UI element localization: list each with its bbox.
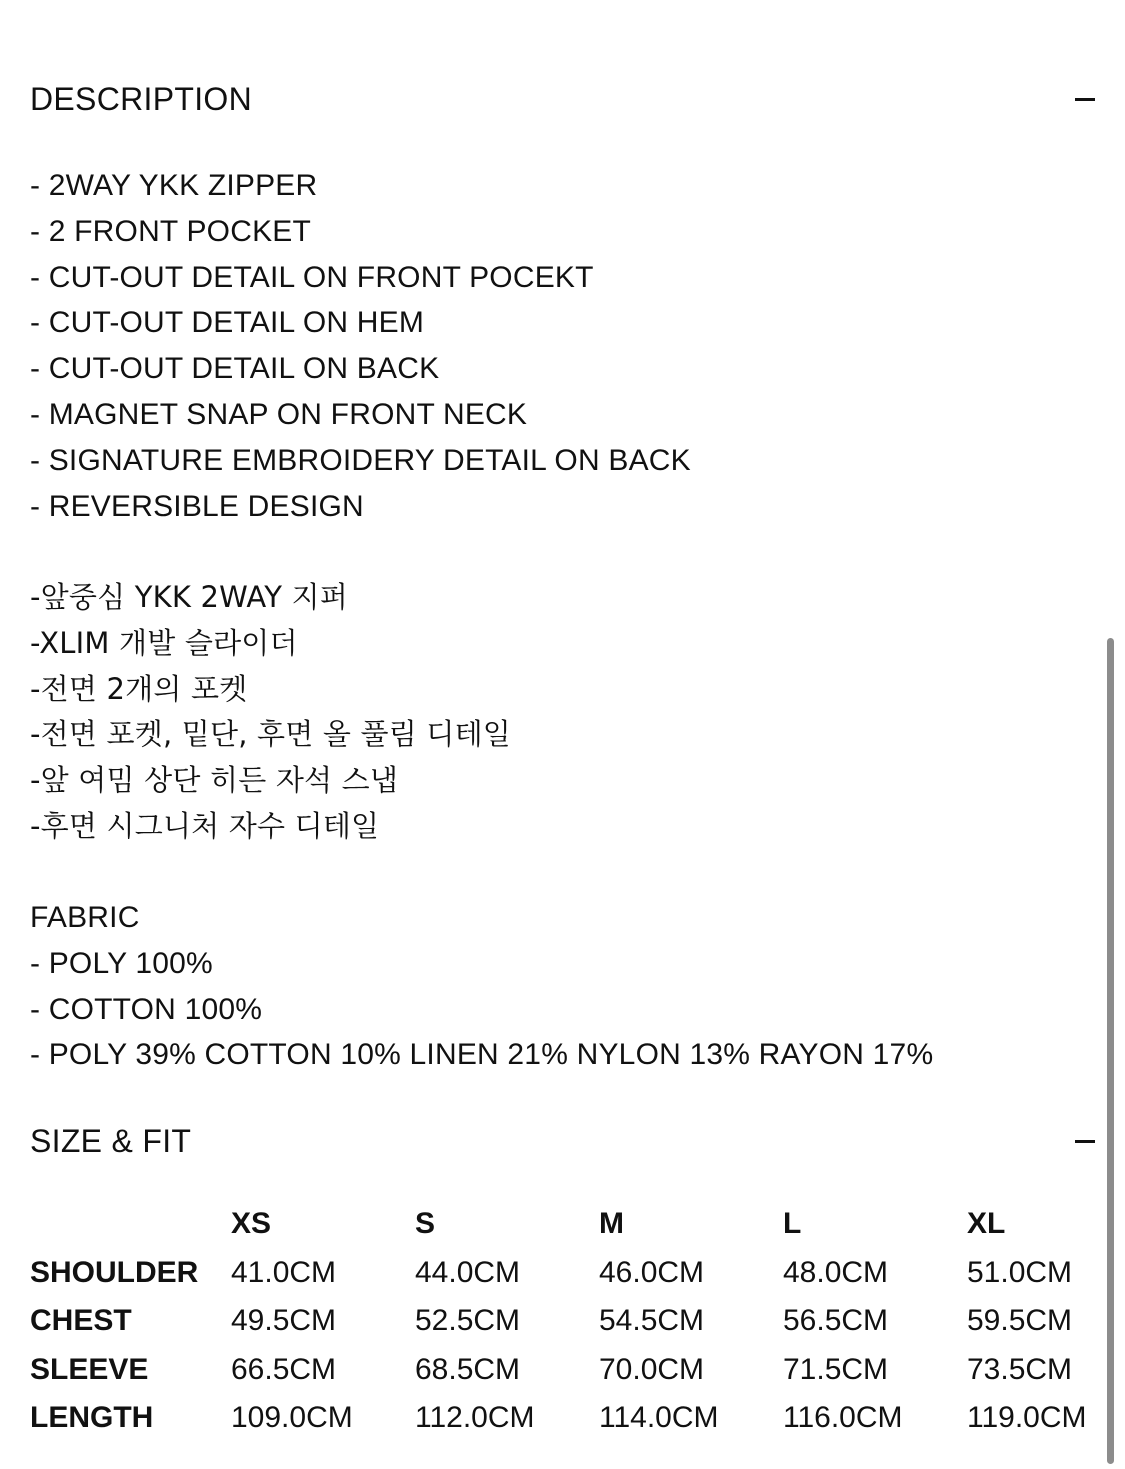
list-item: - SIGNATURE EMBROIDERY DETAIL ON BACK xyxy=(30,443,691,477)
table-cell: 56.5CM xyxy=(783,1304,889,1338)
features-list-ko xyxy=(30,575,511,850)
table-cell: 46.0CM xyxy=(599,1255,705,1289)
features-list-en xyxy=(30,163,691,529)
table-cell: 54.5CM xyxy=(599,1304,705,1338)
fabric-section xyxy=(30,895,933,1078)
list-item: -전면 포켓, 밑단, 후면 올 풀림 디테일 xyxy=(30,717,512,752)
minus-icon[interactable] xyxy=(1075,1140,1095,1143)
size-header-cell: M xyxy=(599,1207,624,1241)
table-cell: 70.0CM xyxy=(599,1352,705,1386)
list-item: - REVERSIBLE DESIGN xyxy=(30,489,364,523)
list-item: - COTTON 100% xyxy=(30,992,263,1026)
row-label: LENGTH xyxy=(30,1401,154,1435)
table-cell: 41.0CM xyxy=(231,1255,337,1289)
list-item: - 2WAY YKK ZIPPER xyxy=(30,169,318,202)
list-item: - CUT-OUT DETAIL ON BACK xyxy=(30,352,440,386)
table-cell: 44.0CM xyxy=(415,1255,521,1289)
list-item: -후면 시그니처 자수 디테일 xyxy=(30,808,380,843)
fabric-title: FABRIC xyxy=(30,901,140,934)
table-cell: 66.5CM xyxy=(231,1352,337,1386)
size-header-cell: XS xyxy=(231,1207,272,1241)
row-label: CHEST xyxy=(30,1304,132,1338)
table-row xyxy=(30,1297,1107,1346)
list-item: -전면 2개의 포켓 xyxy=(30,671,248,706)
table-cell: 48.0CM xyxy=(783,1255,889,1289)
list-item: -앞중심 YKK 2WAY 지퍼 xyxy=(30,580,348,614)
scrollbar[interactable] xyxy=(1107,638,1114,1464)
table-cell: 68.5CM xyxy=(415,1352,521,1386)
list-item: - 2 FRONT POCKET xyxy=(30,214,312,248)
list-item: - CUT-OUT DETAIL ON HEM xyxy=(30,306,425,340)
table-cell: 73.5CM xyxy=(967,1352,1073,1386)
size-table xyxy=(30,1200,1107,1443)
row-label: SLEEVE xyxy=(30,1352,149,1386)
table-row xyxy=(30,1394,1107,1443)
size-header-cell: S xyxy=(415,1207,436,1241)
description-header[interactable] xyxy=(30,78,1097,120)
list-item: - CUT-OUT DETAIL ON FRONT POCEKT xyxy=(30,260,594,294)
table-cell: 59.5CM xyxy=(967,1304,1073,1338)
list-item: -앞 여밈 상단 히든 자석 스냅 xyxy=(30,763,399,798)
size-header-cell: XL xyxy=(967,1207,1006,1241)
description-title: DESCRIPTION xyxy=(30,80,252,117)
row-label: SHOULDER xyxy=(30,1255,199,1289)
table-cell: 114.0CM xyxy=(599,1401,719,1435)
list-item: - POLY 100% xyxy=(30,946,213,980)
table-cell: 49.5CM xyxy=(231,1304,337,1338)
list-item: - MAGNET SNAP ON FRONT NECK xyxy=(30,397,528,431)
minus-icon[interactable] xyxy=(1075,98,1095,101)
list-item: - POLY 39% COTTON 10% LINEN 21% NYLON 13% RAYON 17% xyxy=(30,1038,934,1072)
list-item: -XLIM 개발 슬라이더 xyxy=(30,625,298,660)
table-cell: 116.0CM xyxy=(783,1401,903,1435)
size-fit-header[interactable] xyxy=(30,1120,1097,1162)
table-header-row xyxy=(30,1200,1107,1249)
table-cell: 112.0CM xyxy=(415,1401,535,1435)
table-row xyxy=(30,1249,1107,1298)
table-cell: 51.0CM xyxy=(967,1255,1073,1289)
table-cell: 119.0CM xyxy=(967,1401,1087,1435)
size-fit-title: SIZE & FIT xyxy=(30,1122,192,1159)
table-cell: 109.0CM xyxy=(231,1401,353,1435)
table-cell: 71.5CM xyxy=(783,1352,889,1386)
table-row xyxy=(30,1346,1107,1395)
table-corner xyxy=(30,1200,231,1249)
size-header-cell: L xyxy=(783,1207,802,1241)
table-cell: 52.5CM xyxy=(415,1304,521,1338)
